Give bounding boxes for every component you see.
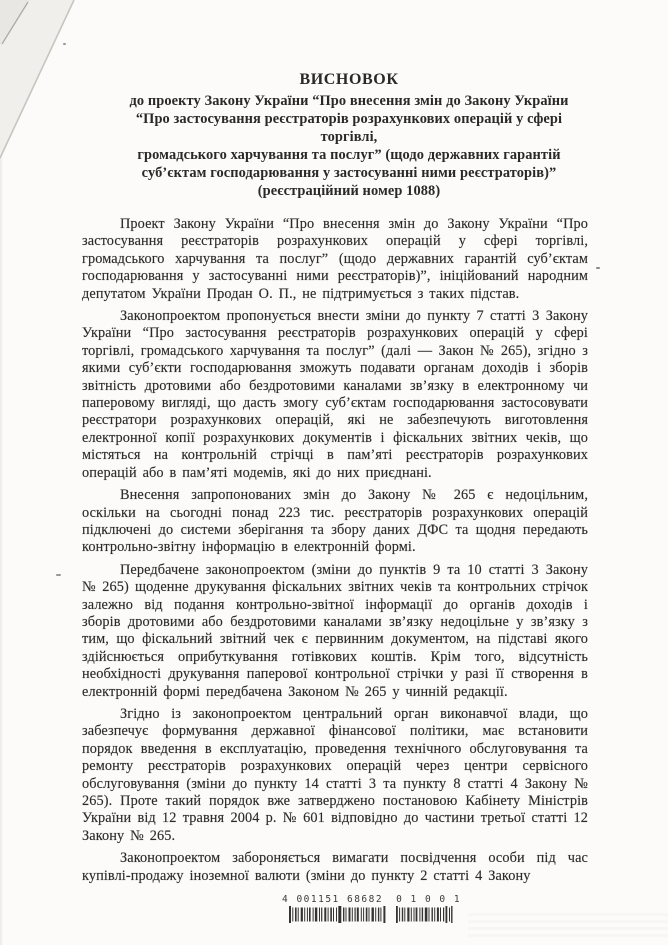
barcode-digits-left: 4 001151 68682 bbox=[282, 894, 384, 905]
subtitle-line: до проекту Закону України “Про внесення змін до Закону України bbox=[129, 93, 569, 109]
document-title: ВИСНОВОК bbox=[299, 71, 399, 88]
body-paragraph: Законопроектом забороняється вимагати посвідчення особи під час купівлі-продажу іноземної валюти (зміни до пункту 2 статті 4 Закону bbox=[82, 850, 588, 884]
barcode bbox=[280, 894, 461, 923]
body-paragraph: Передбачене законопроектом (зміни до пунктів 9 та 10 статті 3 Закону № 265) щоденне друкування фіскальних звітних чеків та контрольних стрічок залежно від подання контрольно-звітної інформації до органів доходів і зборів дротовими або бездротовими каналами зв’язку недоцільне у зв’язку з тим, що фіскальний звітний чек є первинним документом, на підставі якого здійснюється оприбуткування готівкових коштів. Крім того, відсутність необхідності друкування паперової контрольної стрічки у разі її створення в електронній формі передбачена Законом № 265 у чинній редакції. bbox=[82, 561, 588, 700]
subtitle-line: суб’єктам господарювання у застосуванні ними реєстраторів)” bbox=[141, 165, 557, 181]
barcode-digits bbox=[282, 894, 461, 905]
scan-smudge bbox=[468, 913, 668, 941]
document-paragraphs bbox=[82, 216, 588, 885]
barcode-bars-left-icon bbox=[289, 906, 387, 923]
barcode-digits-right: 0 1 0 0 1 bbox=[396, 894, 462, 905]
document-body bbox=[82, 70, 588, 890]
scan-speck bbox=[56, 574, 61, 576]
document-subtitle bbox=[82, 92, 588, 200]
body-paragraph: Згідно із законопроектом центральний орган виконавчої влади, що забезпечує формування державної фінансової політики, має встановити порядок введення в експлуатацію, проведення технічного обслуговування та ремонту реєстраторів розрахункових операцій через центри сервісного обслуговування (зміни до пункту 14 статті 3 та пункту 8 статті 4 Закону № 265). Проте такий порядок вже затверджено постановою Кабінету Міністрів України від 12 травня 2004 р. № 601 відповідно до частини третьої статті 12 Закону № 265. bbox=[82, 705, 588, 844]
body-paragraph: Проект Закону України “Про внесення змін до Закону України “Про застосування реєстраторів розрахункових операцій у сфері торгівлі, громадського харчування та послуг” (щодо державних гарантій суб’єктам господарювання у застосуванні ними реєстраторів)”, ініційований народним депутатом України Продан О. П., не підтримується з таких підстав. bbox=[82, 216, 588, 302]
body-paragraph: Законопроектом пропонується внести зміни до пункту 7 статті 3 Закону України “Про застосування реєстраторів розрахункових операцій у сфері торгівлі, громадського харчування та послуг” (далі — Закон № 265), згідно з якими суб’єкти господарювання зможуть подавати органам доходів і зборів звітність дротовими або бездротовими каналами зв’язку в електронному чи паперовому вигляді, що дасть змогу суб’єктам господарювання застосовувати реєстратори розрахункових операцій, які не забезпечують виготовлення електронної копії розрахункових документів і фіскальних звітних чеків, що містяться на контрольній стрічці в пам’яті реєстраторів розрахункових операцій або в пам’яті модемів, які до них приєднані. bbox=[82, 308, 588, 481]
subtitle-line: громадського харчування та послуг” (щодо державних гарантій bbox=[137, 147, 561, 163]
body-paragraph: Внесення запропонованих змін до Закону № 265 є недоцільним, оскільки на сьогодні понад 223 тис. реєстраторів розрахункових операцій підключені до системи зберігання та збору даних ДФС та щодня передають контрольно-звітну інформацію в електронній формі. bbox=[82, 487, 588, 556]
subtitle-line: “Про застосування реєстраторів розрахункових операцій у сфері торгівлі, bbox=[135, 111, 563, 145]
scan-speck bbox=[596, 267, 600, 269]
subtitle-line: (реєстраційний номер 1088) bbox=[257, 183, 441, 199]
barcode-bars-right-icon bbox=[396, 906, 455, 923]
barcode-bars bbox=[289, 906, 461, 923]
scan-speck bbox=[63, 43, 66, 45]
